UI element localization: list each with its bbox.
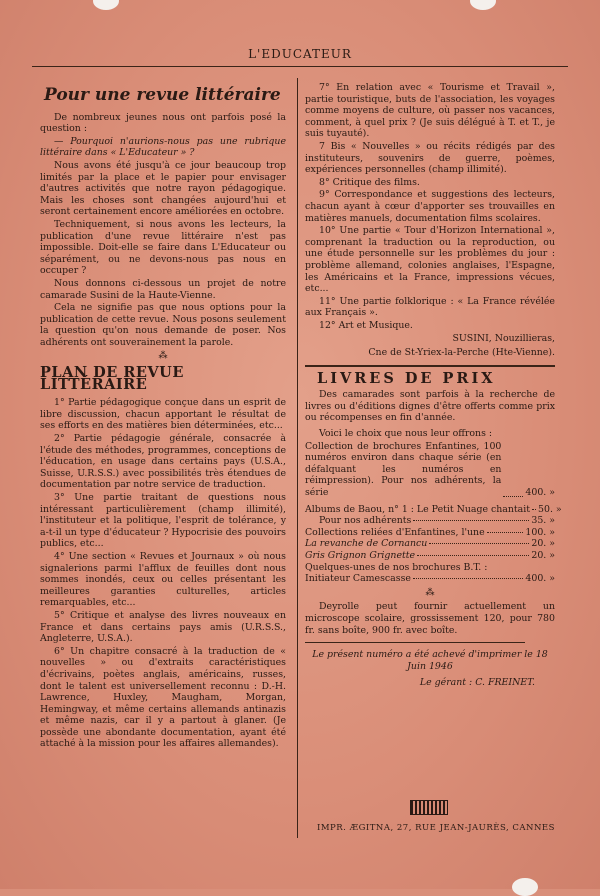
header-rule [32,66,568,67]
price-row-quelques [305,562,555,574]
price-label: Collection de brochures Enfantines, 100 numéros environ dans chaque série (en défalquant les numéros en réimpression). Pour nos adhérents, la série [305,440,502,498]
plan-item: 5° Critique et analyse des livres nouveaux en France et dans certains pays amis (U.R.S.S., Angleterre, U.S.A.). [40,609,286,645]
price-value: 35. » [531,515,555,527]
choice-line: Voici le choix que nous leur offrons : [319,428,493,440]
plan-item: 9° Correspondance et suggestions des lecteurs, chacun ayant à cœur d'apporter ses trouvailles en matières manuels, documentation films scolaires. [305,189,555,224]
leader-dots [429,543,529,544]
plan-item: 7° En relation avec « Tourisme et Travail », partie touristique, buts de l'association, les voyages comme moyens de culture, où passer nos vacances, comment, à quel prix ? (Je suis délégué à T. et T., je suis tuyauté). [305,82,555,140]
price-label: La revanche de Cornancu [305,538,428,550]
signature-name: SUSINI, Nouzillieras, [452,333,555,345]
price-row-initiateur [305,573,555,585]
intro-paragraph: Nous donnons ci-dessous un projet de notre camarade Susini de la Haute-Vienne. [40,277,286,301]
price-value: 400. » [525,573,555,585]
plan-item: 11° Une partie folklorique : « La France révélée aux Français ». [305,295,555,319]
plan-item: 2° Partie pédagogie générale, consacrée à l'étude des méthodes, programmes, conceptions de l'éducation, en usage dans certains pays (U.S.A., Suisse, U.R.S.S.) avec possibilités très étendues de documentation par notre service de traduction. [40,433,286,491]
price-value: 20. » [531,549,555,561]
plan-item: 7 Bis « Nouvelles » ou récits rédigés par des instituteurs, souvenirs de guerre, poèmes, expériences personnelles (champ illimité). [305,140,555,176]
leader-dots [532,509,536,510]
intro-paragraph: Cela ne signifie pas que nous options pour la publication de cette revue. Nous posons seulement la question qu'on nous demande de poser. Nos adhérents ont souverainement la parole. [40,302,286,348]
price-value: 20. » [531,538,555,550]
asterism: ⁂ [425,587,435,598]
deyrolle-notice: Deyrolle peut fournir actuellement un microscope scolaire, grossissement 120, pour 780 fr. sans boîte, 900 fr. avec boîte. [305,601,555,636]
asterism: ⁂ [158,351,168,362]
plan-item: 6° Un chapitre consacré à la traduction de « nouvelles » ou d'extraits caractéristiques d'écrivains, poètes anglais, américains, russes, dont le talent est universellement reconnu : D.-H. Lawrence, Huxley, Maugham, Morgan, Hemingway, et même certains allemands antinazis et même nazis, car il y a partout à glaner. (Je possède une abondante documentation, ayant été attaché à la mission pour les affaires allemandes). [40,645,286,750]
left-column [40,82,286,751]
right-column [305,82,562,689]
signature-place: Cne de St-Yriex-la-Perche (Hte-Vienne). [368,347,555,359]
price-value: 100. » [525,526,555,538]
article-title: Pour une revue littéraire [44,85,281,105]
price-row-revanche [305,538,555,550]
separator-rule [305,642,525,643]
price-label: Gris Grignon Grignette [305,549,416,561]
price-label: Albums de Baou, n° 1 : Le Petit Nuage chantait [305,503,531,515]
leader-dots [503,496,523,497]
punch-hole [470,0,496,10]
price-row-collection [305,441,555,499]
plan-item: 10° Une partie « Tour d'Horizon International », comprenant la traduction ou la reproduction, ou une étude personnelle sur les problèmes du jour : problème allemand, colonies anglaises, l'Espagne, les Américains et la France, impressions vécues, etc... [305,225,555,295]
intro-paragraph: De nombreux jeunes nous ont parfois posé la question : [40,111,286,135]
plan-item: 1° Partie pédagogique conçue dans un esprit de libre discussion, chacun apportant le résultat de ses efforts en des matières bien déterminées, etc... [40,397,286,432]
plan-item: 8° Critique des films. [319,176,420,188]
intro-paragraph: — Pourquoi n'aurions-nous pas une rubrique littéraire dans « L'Educateur » ? [40,135,286,159]
leader-dots [417,555,529,556]
price-value: 400. » [525,487,555,498]
livres-intro: Des camarades sont parfois à la recherche de livres ou d'éditions dignes d'être offerts comme prix ou récompenses en fin d'année. [305,389,555,424]
price-row-gris [305,550,555,562]
intro-paragraph: Techniquement, si nous avons les lecteurs, la publication d'une revue littéraire n'est pas impossible. Doit-elle se faire dans L'Educateur ou séparément, ou ne devons-nous pas nous en occuper ? [40,218,286,277]
leader-dots [487,532,524,533]
price-row-albums [305,503,562,516]
price-label: Pour nos adhérents [319,515,412,527]
price-row-adherents [305,515,555,527]
price-row-reliees [305,527,555,539]
running-header: L'EDUCATEUR [248,47,352,61]
price-label: Quelques-unes de nos brochures B.T. : [305,561,488,573]
printing-notice: Le présent numéro a été achevé d'imprimer le 18 Juin 1946 [312,649,548,672]
leader-dots [413,578,523,579]
gerant-line: Le gérant : C. FREINET. [419,677,535,689]
livres-title: LIVRES DE PRIX [317,369,496,387]
imprint-line: IMPR. ÆGITNA, 27, RUE JEAN-JAURÈS, CANNES [317,823,555,833]
printer-logo [410,800,448,815]
punch-hole [512,878,538,896]
plan-item: 12° Art et Musique. [319,319,413,331]
price-label: Collections reliées d'Enfantines, l'une [305,526,485,538]
price-value: 50. » [538,503,562,515]
intro-paragraph: Nous avons été jusqu'à ce jour beaucoup trop limités par la place et le papier pour envisager d'autres activités que notre rayon pédagogique. Mais les choses sont changées aujourd'hui et seront certainement encore améliorées en octobre. [40,159,286,218]
section-rule [305,365,555,367]
punch-hole [93,0,119,10]
price-label: Initiateur Camescasse [305,573,411,585]
plan-title: PLAN DE REVUE LITTÉRAIRE [40,364,184,393]
column-divider [297,78,298,838]
leader-dots [413,520,529,521]
plan-item: 4° Une section « Revues et Journaux » où nous signalerions parmi l'afflux de feuilles dont nous sommes inondés, ceux ou celles présentant les meilleures garanties culturelles, articles remarquables, etc... [40,550,286,609]
plan-item: 3° Une partie traitant de questions nous intéressant particulièrement (champ illimité), l'instituteur et la politique, l'esprit de tolérance, y a-t-il un type d'éducateur ? Hypocrisie des pouvoirs publics, etc... [40,492,286,550]
